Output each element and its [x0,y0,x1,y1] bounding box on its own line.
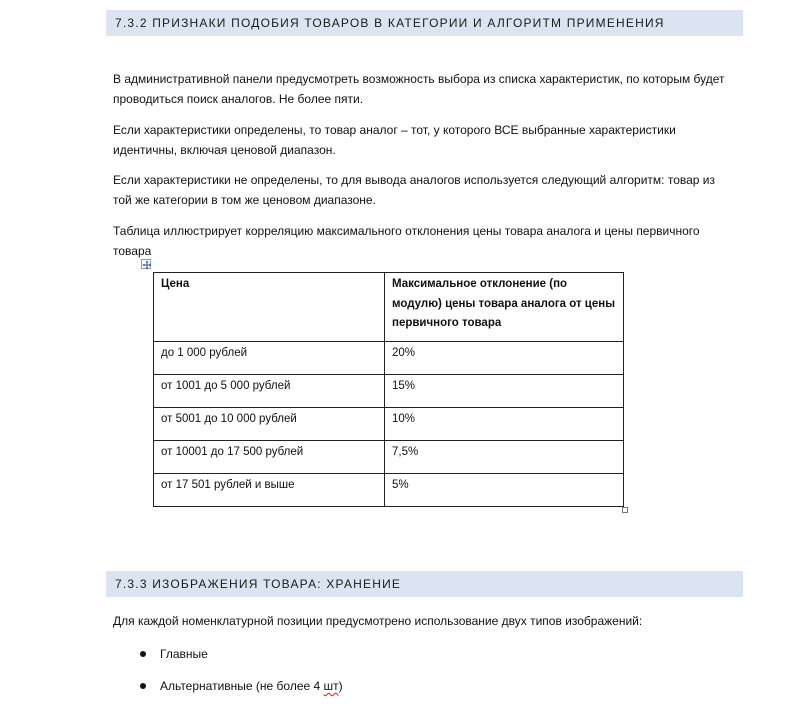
table-cell-price: от 17 501 рублей и выше [154,474,385,507]
table-row [154,408,624,441]
table-move-handle-icon[interactable] [141,259,151,269]
table-row [154,441,624,474]
bullet-icon [140,683,146,689]
paragraph-table-intro: Таблица иллюстрирует корреляцию максимального отклонения цены товара аналога и цены первичного товара [113,224,700,258]
list-item [113,676,343,696]
section-heading-bar [106,10,743,36]
table-cell-price: от 10001 до 17 500 рублей [154,441,385,474]
table-resize-handle[interactable] [622,507,628,513]
table-header-row [154,273,624,342]
table-cell-deviation: 15% [385,375,624,408]
section-heading-7-3-2: 7.3.2 ПРИЗНАКИ ПОДОБИЯ ТОВАРОВ В КАТЕГОРИИ И АЛГОРИТМ ПРИМЕНЕНИЯ [115,16,665,30]
header-max-deviation: Максимальное отклонение (по модулю) цены товара аналога от цены первичного товара [385,273,624,342]
table-row [154,342,624,375]
price-deviation-table [153,272,624,507]
list-item [113,644,343,664]
section-heading-bar [106,571,743,597]
table-cell-deviation: 7,5% [385,441,624,474]
table-row [154,375,624,408]
table-cell-price: от 5001 до 10 000 рублей [154,408,385,441]
table-cell-price: до 1 000 рублей [154,342,385,375]
table-cell-deviation: 5% [385,474,624,507]
image-types-list [113,644,343,708]
header-price: Цена [154,273,385,342]
table-cell-deviation: 20% [385,342,624,375]
table-row [154,474,624,507]
table-cell-price: от 1001 до 5 000 рублей [154,375,385,408]
paragraph-image-types: Для каждой номенклатурной позиции предусмотрено использование двух типов изображений: [113,614,643,628]
paragraph-characteristics-defined: Если характеристики определены, то товар аналог – тот, у которого ВСЕ выбранные характеристики идентичны, включая ценовой диапазон. [113,123,676,157]
section-heading-7-3-3: 7.3.3 ИЗОБРАЖЕНИЯ ТОВАРА: ХРАНЕНИЕ [115,577,402,591]
list-item-main: Главные [160,647,208,661]
table-cell-deviation: 10% [385,408,624,441]
list-item-alternative-end: ) [338,679,343,693]
spellcheck-word[interactable]: шт [323,679,339,693]
paragraph-admin-panel: В административной панели предусмотреть возможность выбора из списка характеристик, по которым будет проводиться поиск аналогов. Не более пяти. [113,72,725,106]
list-item-alternative: Альтернативные (не более 4 [160,679,324,693]
paragraph-characteristics-undefined: Если характеристики не определены, то для вывода аналогов используется следующий алгоритм: товар из той же категории в том же ценовом диапазоне. [113,173,715,207]
bullet-icon [140,651,146,657]
